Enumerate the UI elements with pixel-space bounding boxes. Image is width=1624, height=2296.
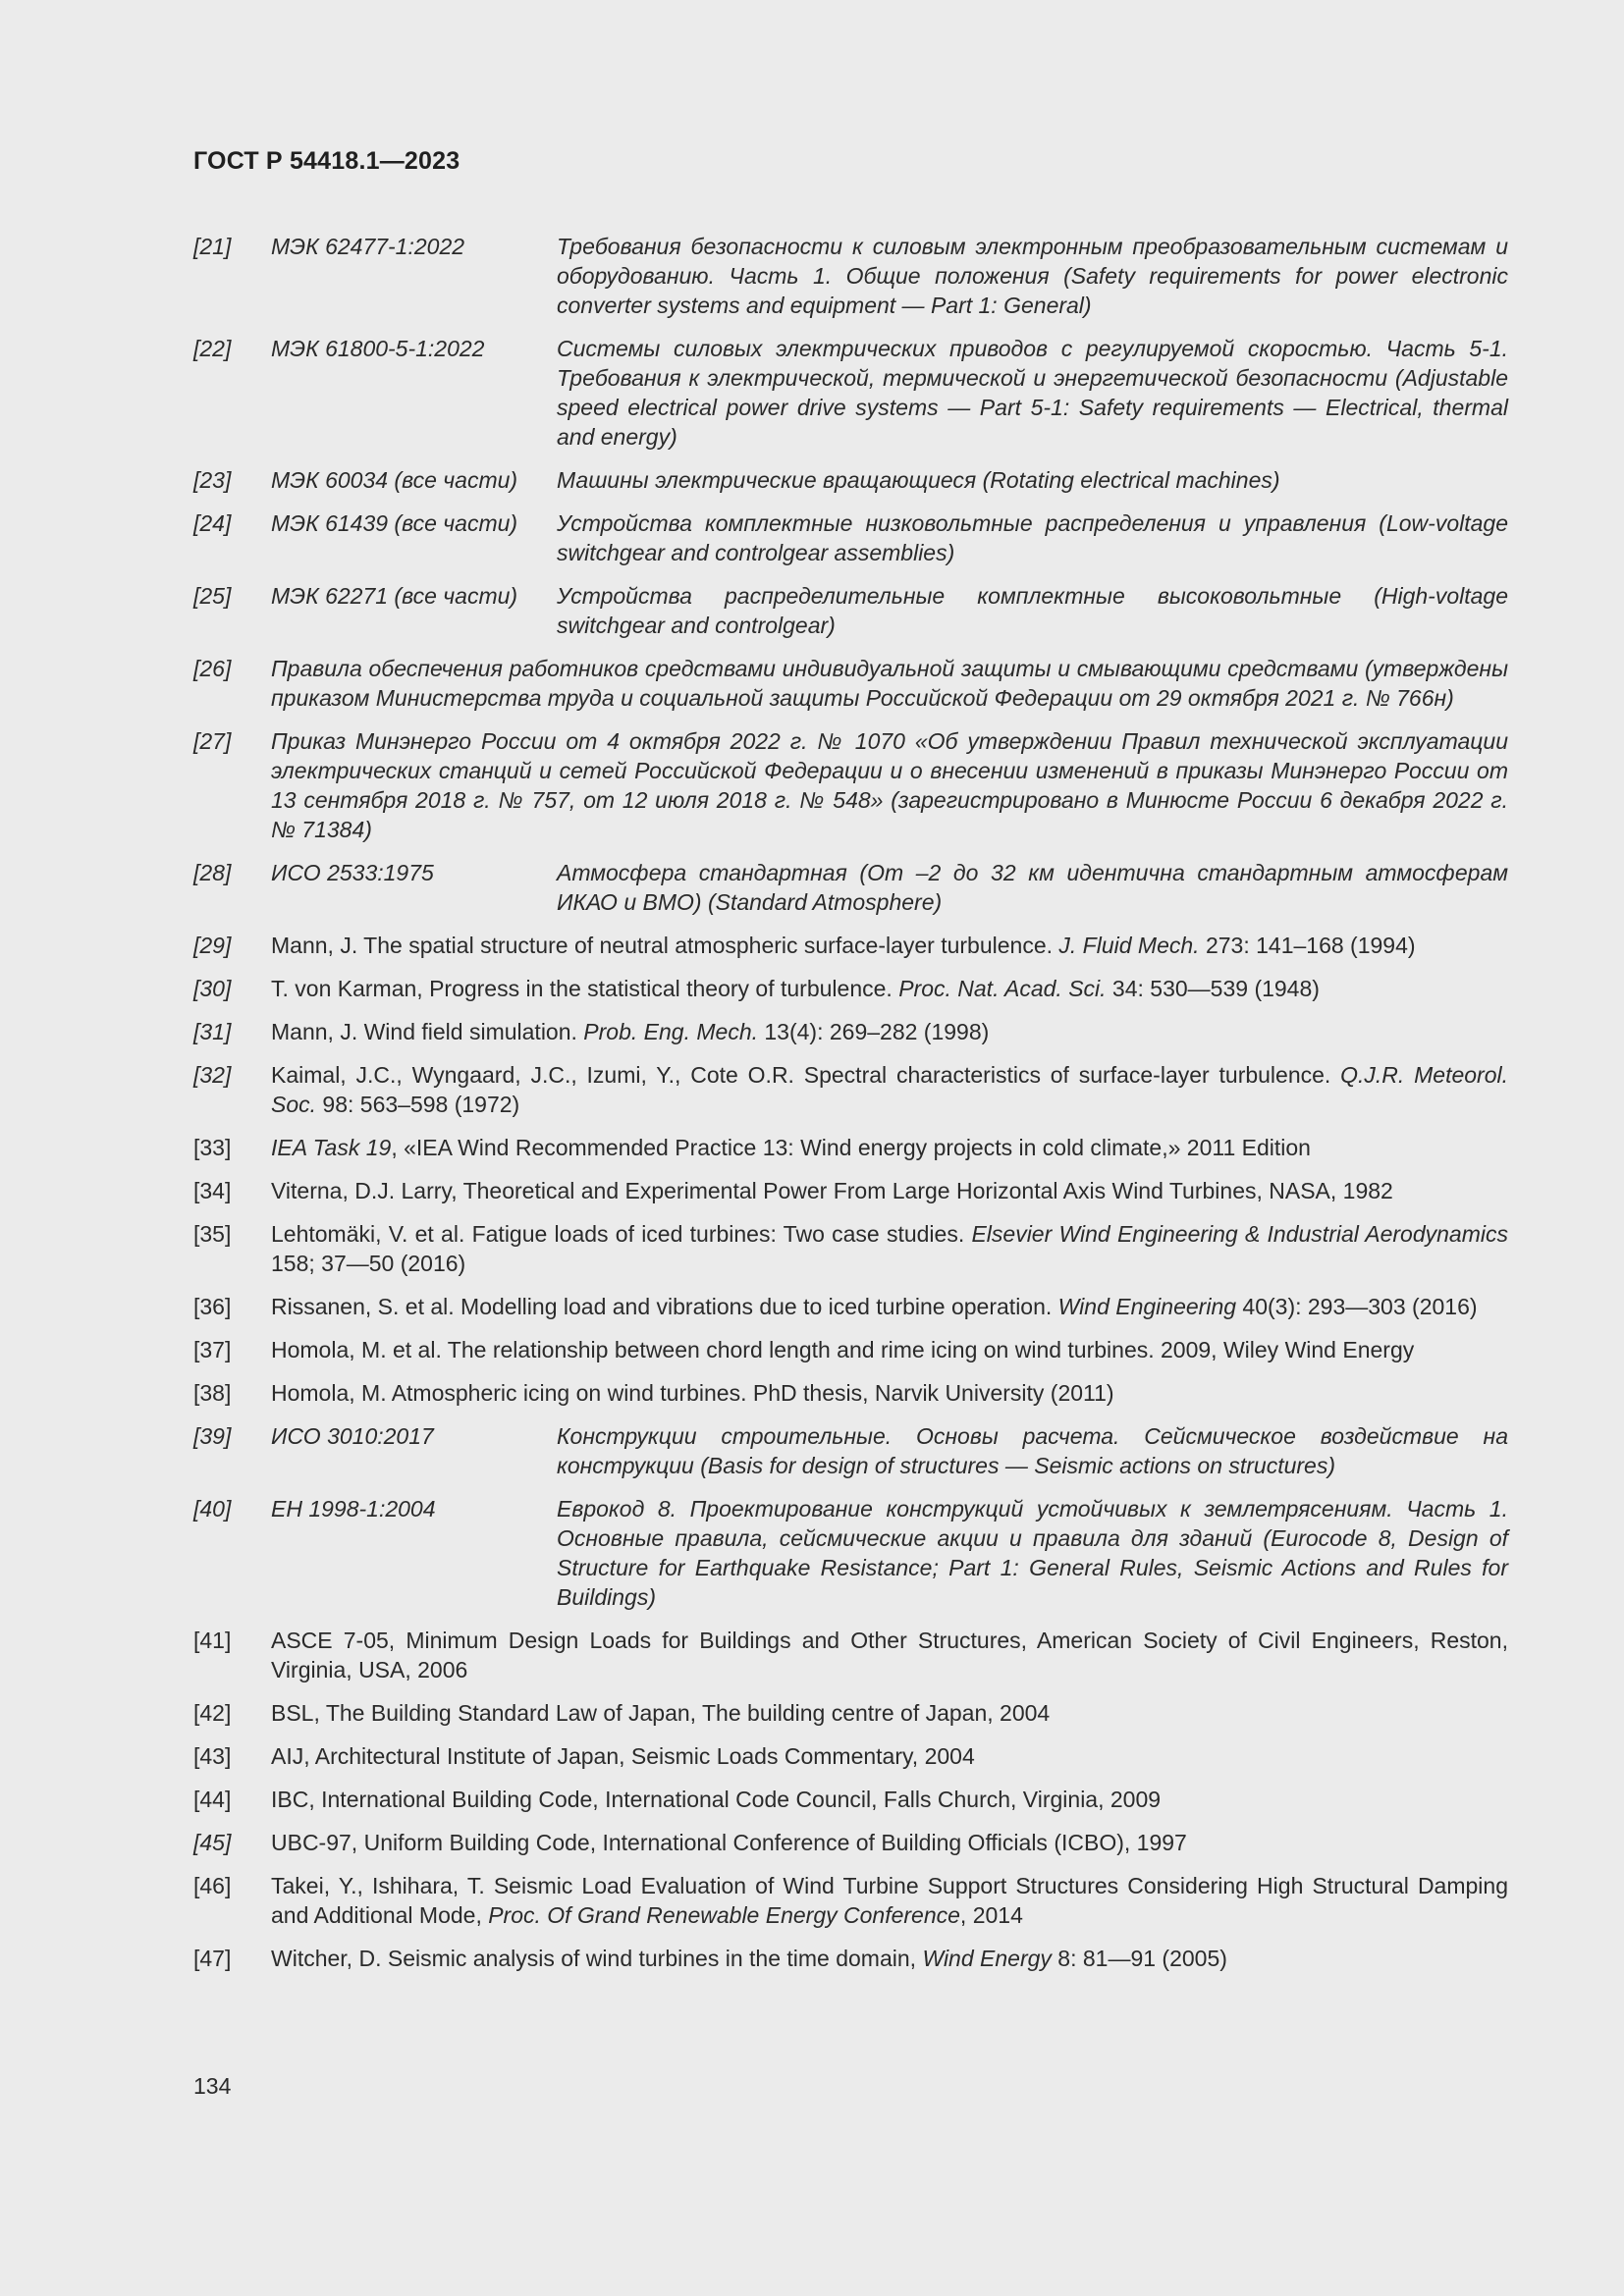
reference-segment: 13(4): 269–282 (1998) (758, 1019, 990, 1044)
reference-entry (193, 1017, 1508, 1046)
reference-segment: UBC-97, Uniform Building Code, International Conference of Building Officials (ICBO), 1997 (271, 1830, 1187, 1855)
reference-segment: Lehtomäki, V. et al. Fatigue loads of iced turbines: Two case studies. (271, 1221, 972, 1247)
reference-text (271, 1219, 1508, 1278)
reference-title: Конструкции строительные. Основы расчета. Сейсмическое воздействие на конструкции (Basis for design of structures — Seismic actions on structures) (557, 1423, 1508, 1478)
reference-number: [37] (193, 1337, 232, 1362)
reference-text (271, 1017, 1508, 1046)
reference-code: ИСО 3010:2017 (271, 1423, 434, 1449)
reference-entry (193, 726, 1508, 844)
reference-code: ЕН 1998-1:2004 (271, 1496, 436, 1522)
reference-number: [42] (193, 1700, 232, 1726)
reference-segment: , 2014 (959, 1902, 1023, 1928)
reference-segment: 40(3): 293—303 (2016) (1236, 1294, 1478, 1319)
reference-code: МЭК 60034 (все части) (271, 467, 518, 493)
reference-segment: Rissanen, S. et al. Modelling load and vibrations due to iced turbine operation. (271, 1294, 1058, 1319)
reference-entry (193, 1060, 1508, 1119)
reference-number: [43] (193, 1743, 232, 1769)
reference-entry (193, 974, 1508, 1003)
reference-entry (193, 1421, 1508, 1480)
reference-segment: Witcher, D. Seismic analysis of wind turbines in the time domain, (271, 1946, 923, 1971)
reference-italic-segment: J. Fluid Mech. (1058, 933, 1200, 958)
reference-italic-segment: Wind Engineering (1057, 1294, 1237, 1319)
reference-entry (193, 1785, 1508, 1814)
reference-text (271, 1378, 1508, 1408)
reference-number: [45] (193, 1830, 232, 1855)
reference-segment: , «IEA Wind Recommended Practice 13: Wind energy projects in cold climate,» 2011 Edition (391, 1135, 1311, 1160)
reference-italic-segment: Elsevier Wind Engineering & Industrial Aerodynamics (971, 1221, 1508, 1247)
reference-segment: Mann, J. The spatial structure of neutral atmospheric surface-layer turbulence. (271, 933, 1059, 958)
reference-segment: IBC, International Building Code, International Code Council, Falls Church, Virginia, 2009 (271, 1787, 1162, 1812)
reference-entry (193, 1176, 1508, 1205)
page-number: 134 (193, 2073, 232, 2099)
reference-text (271, 1060, 1508, 1119)
reference-code: ИСО 2533:1975 (271, 860, 434, 885)
reference-segment: Homola, M. Atmospheric icing on wind turbines. PhD thesis, Narvik University (2011) (271, 1380, 1114, 1406)
reference-italic-segment: IEA Task 19 (271, 1135, 392, 1160)
reference-number: [21] (193, 234, 232, 259)
reference-code: МЭК 61439 (все части) (271, 510, 518, 536)
reference-number: [39] (193, 1423, 232, 1449)
reference-entry (193, 232, 1508, 320)
reference-entry (193, 1335, 1508, 1364)
reference-segment: Viterna, D.J. Larry, Theoretical and Experimental Power From Large Horizontal Axis Wind Turbines, NASA, 1982 (271, 1178, 1393, 1203)
reference-text (271, 1871, 1508, 1930)
reference-entry (193, 1292, 1508, 1321)
reference-segment: ASCE 7-05, Minimum Design Loads for Buildings and Other Structures, American Society of Civil Engineers, Reston, Virginia, USA, 2006 (271, 1628, 1508, 1682)
reference-entry (193, 334, 1508, 452)
reference-entry (193, 465, 1508, 495)
reference-code: МЭК 62271 (все части) (271, 583, 518, 609)
reference-title: Системы силовых электрических приводов с регулируемой скоростью. Часть 5-1. Требования к электрической, термической и энергетической безопасности (Adjustable speed electrical power drive systems — Part 5-1: Safety requirements — Electrical, thermal and energy) (557, 336, 1508, 450)
reference-text (271, 1292, 1508, 1321)
reference-segment: 158; 37—50 (2016) (271, 1251, 466, 1276)
reference-entry (193, 1494, 1508, 1612)
reference-segment: T. von Karman, Progress in the statistical theory of turbulence. (271, 976, 899, 1001)
reference-number: [22] (193, 336, 232, 361)
reference-number: [40] (193, 1496, 232, 1522)
reference-italic-segment: Правила обеспечения работников средствами индивидуальной защиты и смывающими средствами (утверждены приказом Министерства труда и социальной защиты Российской Федерации от 29 октября 2021 г. № 766н) (271, 656, 1508, 711)
reference-number: [35] (193, 1221, 232, 1247)
reference-entry (193, 1698, 1508, 1728)
reference-segment: 8: 81—91 (2005) (1051, 1946, 1227, 1971)
reference-text (271, 931, 1508, 960)
reference-text (271, 1785, 1508, 1814)
document-title: ГОСТ Р 54418.1—2023 (193, 147, 460, 175)
reference-number: [28] (193, 860, 232, 885)
reference-entry (193, 1378, 1508, 1408)
reference-italic-segment: Q.J.R. Meteorol. Soc. (271, 1062, 1509, 1117)
reference-entry (193, 654, 1508, 713)
reference-segment: Kaimal, J.C., Wyngaard, J.C., Izumi, Y., Cote O.R. Spectral characteristics of surface-layer turbulence. (271, 1062, 1341, 1088)
reference-italic-segment: Приказ Минэнерго России от 4 октября 2022 г. № 1070 «Об утверждении Правил технической эксплуатации электрических станций и сетей Российской Федерации и о внесении изменений в приказы Минэнерго России от 13 сентября 2018 г. № 757, от 12 июля 2018 г. № 548» (зарегистрировано в Минюсте России 6 декабря 2022 г. № 71384) (271, 728, 1508, 842)
reference-text (271, 1176, 1508, 1205)
reference-entry (193, 931, 1508, 960)
reference-code: МЭК 62477-1:2022 (271, 234, 465, 259)
reference-segment: Takei, Y., Ishihara, T. Seismic Load Evaluation of Wind Turbine Support Structures Considering High Structural Damping and Additional Mode, (271, 1873, 1508, 1928)
reference-text (271, 1944, 1508, 1973)
reference-number: [41] (193, 1628, 232, 1653)
reference-segment: Homola, M. et al. The relationship between chord length and rime icing on wind turbines. 2009, Wiley Wind Energy (271, 1337, 1415, 1362)
reference-number: [34] (193, 1178, 232, 1203)
reference-italic-segment: Wind Energy (922, 1946, 1052, 1971)
reference-text (271, 726, 1508, 844)
reference-italic-segment: Prob. Eng. Mech. (583, 1019, 758, 1044)
reference-title: Атмосфера стандартная (От –2 до 32 км идентична стандартным атмосферам ИКАО и ВМО) (Standard Atmosphere) (557, 860, 1508, 915)
reference-text (271, 1133, 1508, 1162)
reference-number: [38] (193, 1380, 232, 1406)
reference-entry (193, 1828, 1508, 1857)
reference-segment: AIJ, Architectural Institute of Japan, Seismic Loads Commentary, 2004 (271, 1743, 975, 1769)
reference-entry (193, 1741, 1508, 1771)
reference-entry (193, 858, 1508, 917)
reference-segment: Mann, J. Wind field simulation. (271, 1019, 584, 1044)
reference-number: [24] (193, 510, 232, 536)
reference-text (271, 654, 1508, 713)
reference-title: Устройства комплектные низковольтные распределения и управления (Low-voltage switchgear and controlgear assemblies) (557, 510, 1508, 565)
reference-segment: BSL, The Building Standard Law of Japan, The building centre of Japan, 2004 (271, 1700, 1051, 1726)
reference-text (271, 1741, 1508, 1771)
reference-title: Требования безопасности к силовым электронным преобразовательным системам и оборудованию. Часть 1. Общие положения (Safety requirements for power electronic converter systems and equipment — Part 1: General) (557, 234, 1508, 318)
reference-segment: 98: 563–598 (1972) (316, 1092, 520, 1117)
reference-number: [36] (193, 1294, 232, 1319)
reference-entry (193, 1871, 1508, 1930)
reference-title: Устройства распределительные комплектные высоковольтные (High-voltage switchgear and controlgear) (557, 583, 1508, 638)
reference-number: [30] (193, 976, 232, 1001)
reference-segment: 34: 530—539 (1948) (1106, 976, 1320, 1001)
reference-number: [33] (193, 1135, 232, 1160)
reference-number: [23] (193, 467, 232, 493)
reference-segment: 273: 141–168 (1994) (1199, 933, 1416, 958)
reference-code: МЭК 61800-5-1:2022 (271, 336, 485, 361)
reference-title: Машины электрические вращающиеся (Rotating electrical machines) (557, 467, 1280, 493)
reference-entry (193, 1219, 1508, 1278)
reference-number: [26] (193, 656, 232, 681)
reference-text (271, 1698, 1508, 1728)
reference-text (271, 1335, 1508, 1364)
reference-number: [47] (193, 1946, 232, 1971)
reference-text (271, 974, 1508, 1003)
reference-number: [31] (193, 1019, 232, 1044)
reference-title: Еврокод 8. Проектирование конструкций устойчивых к землетрясениям. Часть 1. Основные правила, сейсмические акции и правила для зданий (Eurocode 8, Design of Structure for Earthquake Resistance; Part 1: General Rules, Seismic Actions and Rules for Buildings) (557, 1496, 1508, 1610)
reference-entry (193, 1944, 1508, 1973)
reference-text (271, 1626, 1508, 1684)
reference-entry (193, 508, 1508, 567)
reference-number: [32] (193, 1062, 232, 1088)
reference-number: [44] (193, 1787, 232, 1812)
reference-text (271, 1828, 1508, 1857)
bibliography-list (193, 232, 1508, 1987)
reference-entry (193, 1626, 1508, 1684)
reference-entry (193, 1133, 1508, 1162)
reference-entry (193, 581, 1508, 640)
reference-number: [46] (193, 1873, 232, 1898)
reference-italic-segment: Proc. Of Grand Renewable Energy Conference (488, 1902, 960, 1928)
reference-italic-segment: Proc. Nat. Acad. Sci. (898, 976, 1107, 1001)
reference-number: [29] (193, 933, 232, 958)
reference-number: [27] (193, 728, 232, 754)
reference-number: [25] (193, 583, 232, 609)
